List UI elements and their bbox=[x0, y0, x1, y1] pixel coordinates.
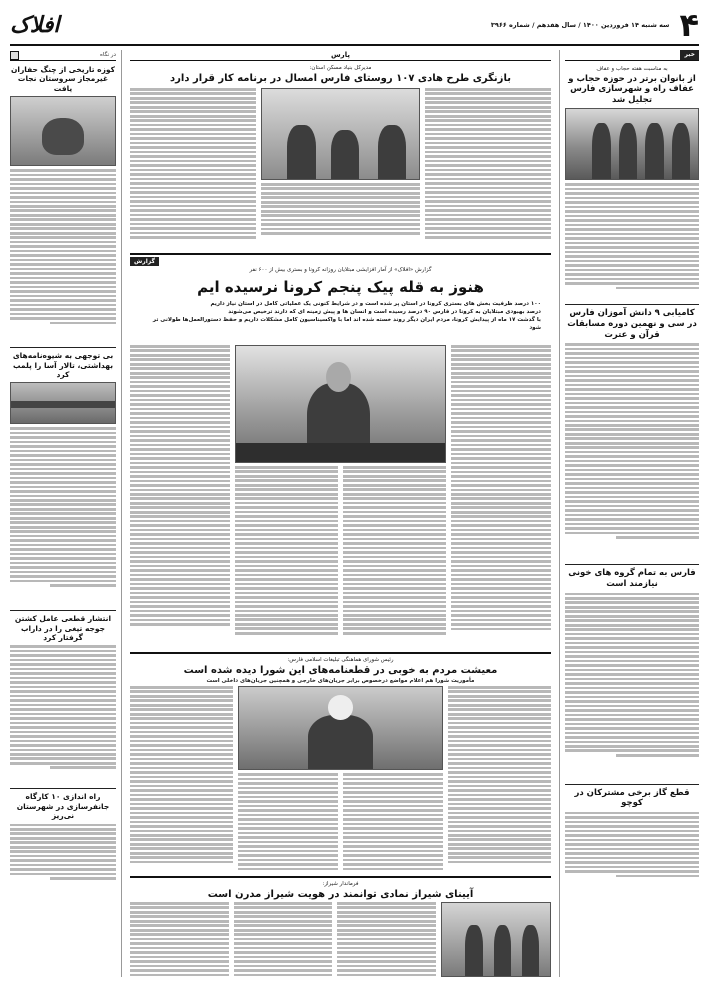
story-two-subtitle: مأموریت شورا هم اعلام مواضع درخصوص برابر جریان‌های خارجی و همچنین جریان‌های داخلی است bbox=[206, 678, 475, 685]
story-three-title: آیینای شیراز نمادی توانمند در هویت شیراز مدرن است bbox=[207, 888, 474, 900]
main-report-body-c bbox=[235, 466, 338, 649]
story-two-photo bbox=[238, 686, 444, 770]
right-story3-body bbox=[565, 593, 699, 781]
left-story2-title: بی توجهی به شیوه‌نامه‌های بهداشتی، تالار آسا را پلمب کرد bbox=[12, 351, 114, 379]
left-story3-body bbox=[10, 645, 116, 785]
page-number: ۴ bbox=[679, 6, 699, 44]
left-column-tag: در نگاه bbox=[100, 51, 116, 58]
story-three-photo bbox=[441, 902, 551, 977]
main-report-photo bbox=[235, 345, 446, 463]
top-story-kicker: مدیرکل بنیاد مسکن استان: bbox=[309, 65, 372, 71]
left-story1-body bbox=[10, 169, 116, 344]
top-story-photo bbox=[261, 88, 419, 180]
report-tag: گزارش bbox=[130, 257, 159, 266]
right-column-tag: خبر bbox=[680, 50, 699, 59]
main-report bbox=[130, 253, 551, 649]
story-two-title: معیشت مردم به خوبی در قطعنامه‌های این شورا دیده شده است bbox=[183, 664, 498, 676]
right-story3-title: فارس به تمام گروه های خونی نیازمند است bbox=[568, 568, 696, 589]
left-story2-body bbox=[10, 427, 116, 607]
left-story2-photo bbox=[10, 382, 116, 424]
story-two-body-c bbox=[238, 773, 338, 872]
right-story1-title: از بانوان برتر در حوزه حجاب و عفاف راه و شهرسازی فارس تجلیل شد bbox=[568, 73, 696, 105]
dateline: سه شنبه ۱۴ فروردین ۱۴۰۰ / سال هفدهم / شماره ۳۹۶۶ bbox=[490, 20, 670, 29]
main-report-title: هنوز به قله پیک پنجم کرونا نرسیده ایم bbox=[197, 277, 484, 296]
right-story1-photo bbox=[565, 108, 699, 180]
main-report-kicker: گزارش «افلاک» از آمار افزایشی مبتلایان روزانه کرونا و بستری بیش از ۶۰۰ نفر bbox=[249, 267, 432, 274]
bullet-item: ۱۰۰ درصد ظرفیت بخش های بستری کرونا در استان پر شده است و در شرایط کنونی یک عملیاتی کامل در استان نیاز داریم bbox=[210, 300, 541, 307]
top-story bbox=[130, 64, 551, 249]
main-report-body-a bbox=[451, 345, 551, 649]
main-report-bullets bbox=[130, 300, 551, 333]
right-story2-body bbox=[565, 343, 699, 561]
right-story4-title: قطع گاز برخی مشترکان در کوچو bbox=[574, 787, 690, 809]
right-story4-body bbox=[565, 812, 699, 892]
left-story4-title: راه اندازی ۱۰ کارگاه جانفرسازی در شهرستان نی‌ریز bbox=[16, 792, 110, 821]
top-story-title: بازنگری طرح هادی ۱۰۷ روستای فارس امسال در برنامه کار قرار دارد bbox=[170, 72, 511, 84]
top-story-body-c bbox=[130, 88, 256, 249]
left-story4-body bbox=[10, 824, 116, 894]
bullet-item: درصد بهبودی مبتلایان به کرونا در فارس ۹۰ درصد رسیده است و انسان ها و پیش زمینه ای که دارند ترخیص می‌شوند bbox=[228, 308, 541, 315]
top-story-body-b bbox=[261, 183, 419, 249]
story-three-body-b bbox=[234, 902, 333, 977]
story-two bbox=[130, 652, 551, 872]
left-column bbox=[10, 50, 122, 977]
story-three-body-a bbox=[337, 902, 436, 977]
story-three-body-c bbox=[130, 902, 229, 977]
bullet-item: با گذشت ۱۷ ماه از پیدایش کرونا، مردم ایران دیگر روند خسته شده اند اما با واکسیناسیون کامل مشکلات داریم و حفظ دستورالعمل‌ها طولانی تر شود bbox=[152, 317, 541, 332]
story-two-body-a bbox=[448, 686, 551, 872]
right-story2-title: کامیابی ۹ دانش آموزان فارس در سی و نهمین دوره مسابقات قرآن و عترت bbox=[567, 308, 697, 340]
masthead bbox=[10, 6, 699, 46]
box-icon bbox=[10, 51, 19, 60]
right-story1-body bbox=[565, 183, 699, 301]
left-story1-photo bbox=[10, 96, 116, 166]
main-report-body-d bbox=[130, 345, 230, 649]
section-label: پارس bbox=[331, 51, 350, 59]
right-column bbox=[559, 50, 699, 977]
center-area bbox=[130, 50, 551, 977]
story-two-body-d bbox=[130, 686, 233, 872]
newspaper-logo: افلاک bbox=[10, 11, 60, 38]
story-two-kicker: رئیس شورای هماهنگی تبلیغات اسلامی فارس: bbox=[287, 657, 394, 663]
left-story1-title: کوزه تاریخی از چنگ حفاران غیرمجاز سروستان نجات یافت bbox=[11, 65, 115, 93]
story-three bbox=[130, 876, 551, 977]
left-story3-title: انتشار قطعی عامل کشتن جوجه تیغی را در داراب گرفتار کرد bbox=[14, 614, 112, 642]
top-story-body-a bbox=[425, 88, 551, 249]
right-story1-kicker: به مناسبت هفته حجاب و عفاف bbox=[596, 66, 668, 72]
story-two-body-b bbox=[343, 773, 443, 872]
story-three-kicker: فرماندار شیراز: bbox=[322, 881, 359, 887]
main-report-body-b bbox=[343, 466, 446, 649]
